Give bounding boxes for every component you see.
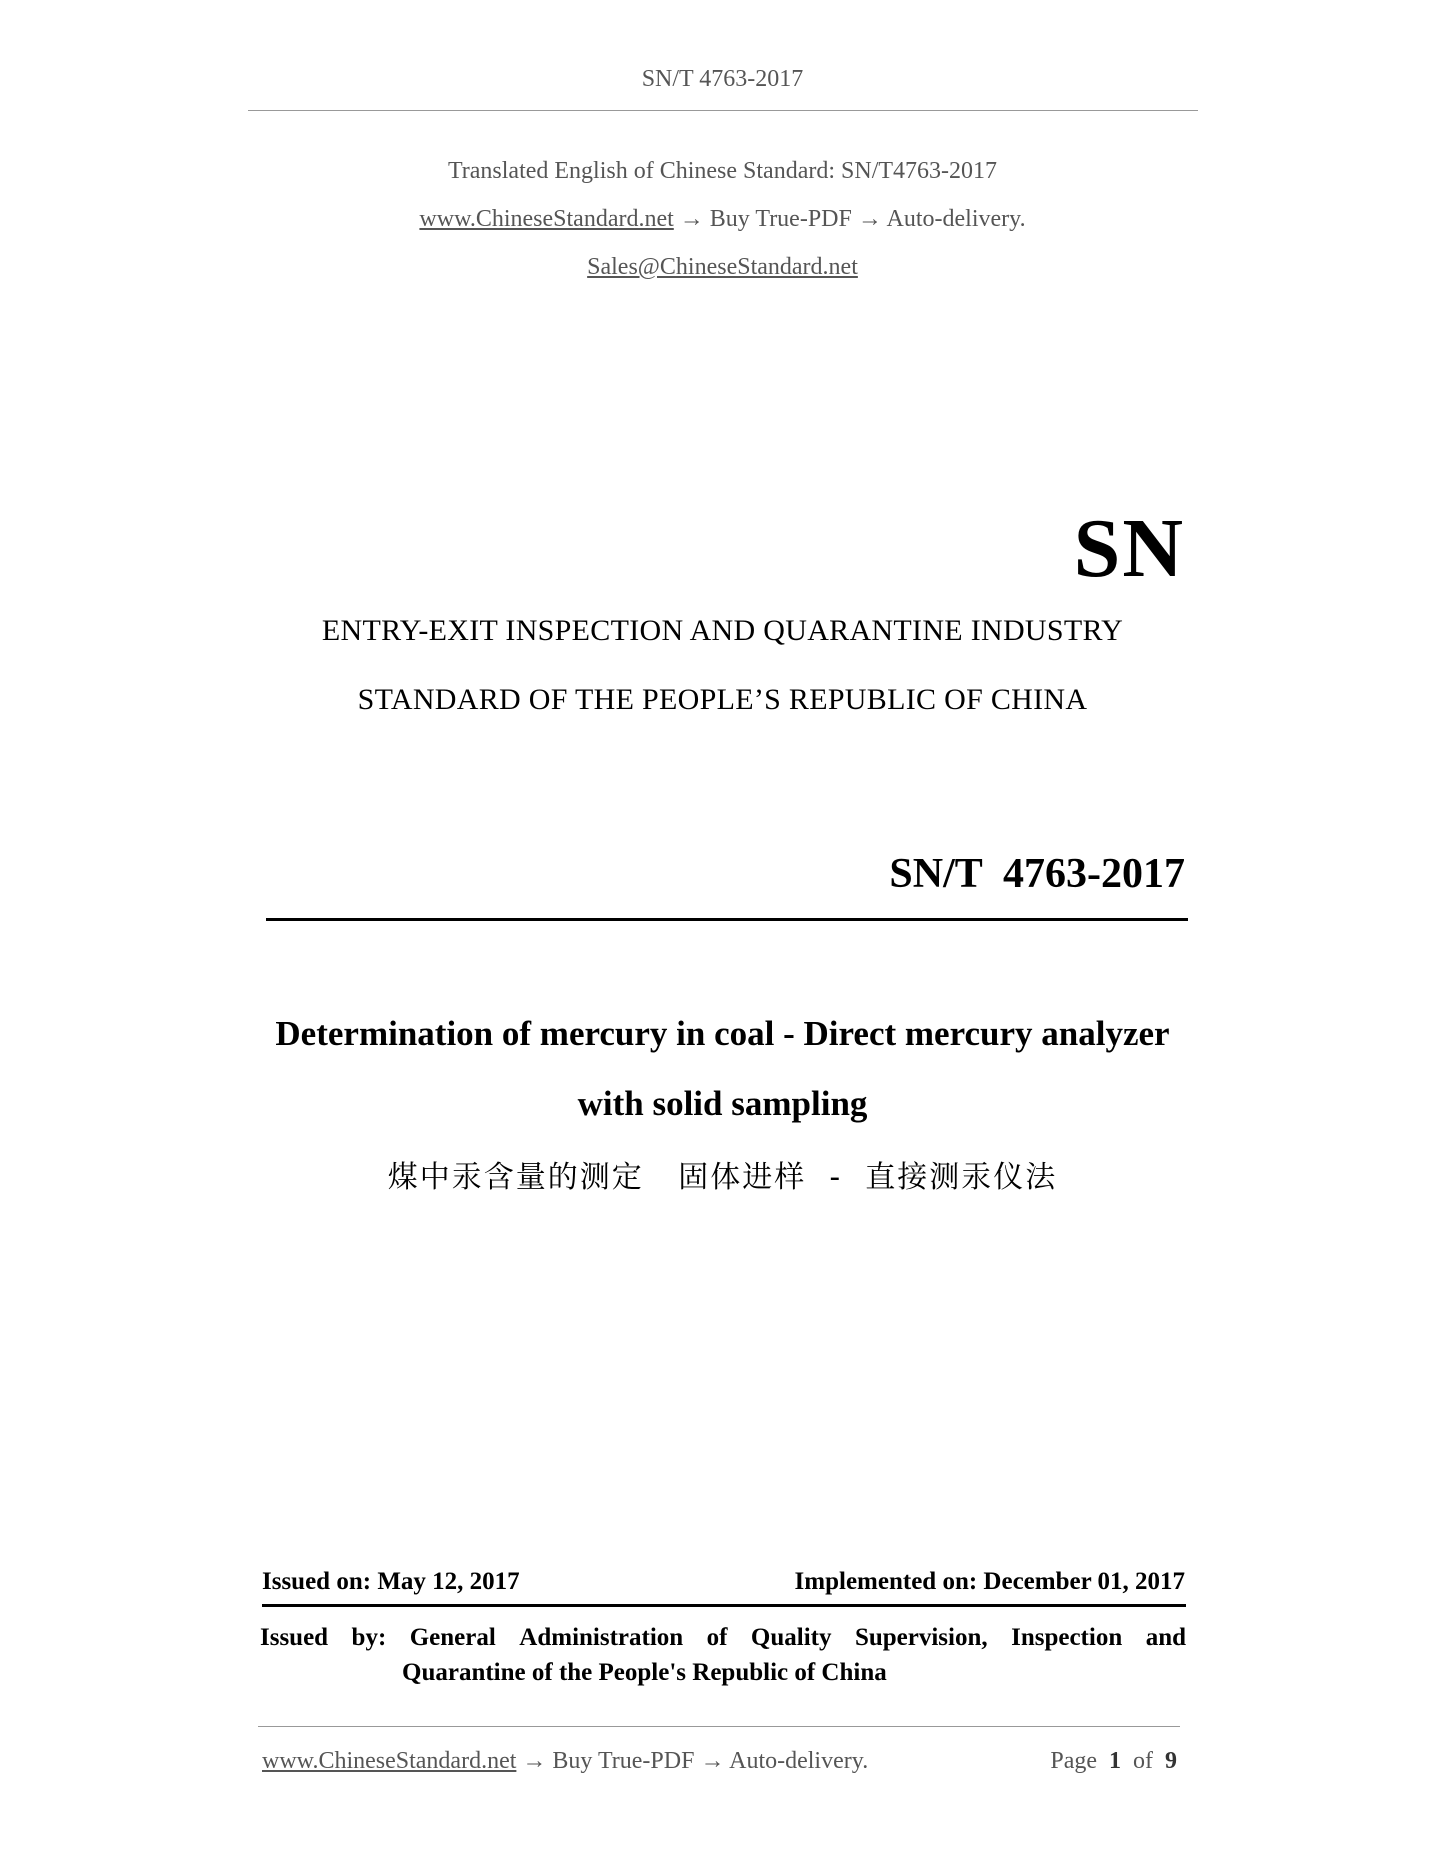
footer-buy-text: → Buy True-PDF → Auto-delivery. xyxy=(516,1748,869,1774)
header-rule xyxy=(248,110,1198,111)
document-title-line2: with solid sampling xyxy=(577,1084,868,1123)
document-title-chinese: 煤中汞含量的测定 固体进样 - 直接测汞仪法 xyxy=(387,1160,1058,1195)
issuer-word: Quality xyxy=(750,1624,832,1651)
buy-text: → Buy True-PDF → Auto-delivery. xyxy=(673,206,1026,232)
implemented-on-date: Implemented on: December 01, 2017 xyxy=(794,1568,1185,1595)
page-total: 9 xyxy=(1165,1748,1177,1774)
footer-site-link[interactable]: www.ChineseStandard.net xyxy=(262,1748,517,1774)
title-rule xyxy=(266,918,1188,921)
page-of: of xyxy=(1133,1748,1153,1774)
issued-by-label2: by: xyxy=(351,1624,387,1651)
industry-line: ENTRY-EXIT INSPECTION AND QUARANTINE INDUSTRY xyxy=(321,614,1124,647)
document-title-line1: Determination of mercury in coal - Direct mercury analyzer xyxy=(275,1014,1170,1053)
translated-standard-line: Translated English of Chinese Standard: SN/T4763-2017 xyxy=(447,158,998,184)
issuer-line2: Quarantine of the People's Republic of China xyxy=(402,1659,887,1686)
sales-email-link[interactable]: Sales@ChineseStandard.net xyxy=(587,254,858,280)
buy-line xyxy=(0,206,1445,233)
issuer-word: Administration xyxy=(519,1624,684,1651)
sn-logo: SN xyxy=(1073,502,1185,595)
issuer-word: and xyxy=(1145,1624,1186,1651)
issuer-word: of xyxy=(706,1624,728,1651)
issue-rule xyxy=(262,1604,1186,1607)
site-link[interactable]: www.ChineseStandard.net xyxy=(419,206,674,232)
issued-on-date: Issued on: May 12, 2017 xyxy=(262,1568,520,1595)
issued-by-label: Issued xyxy=(260,1624,329,1651)
issuer-word: General xyxy=(409,1624,496,1651)
running-header: SN/T 4763-2017 xyxy=(641,66,804,92)
issuer-word: Supervision, xyxy=(854,1624,988,1651)
page-label: Page xyxy=(1050,1748,1097,1774)
page-current: 1 xyxy=(1109,1748,1121,1774)
standard-number: SN/T 4763-2017 xyxy=(889,851,1185,897)
footer-rule xyxy=(258,1726,1180,1727)
page-indicator xyxy=(1050,1748,1177,1775)
footer-buy-line xyxy=(262,1748,868,1775)
sales-line xyxy=(0,254,1445,281)
issuer-block xyxy=(260,1620,1186,1690)
issuer-word: Inspection xyxy=(1011,1624,1123,1651)
issuer-line1 xyxy=(260,1620,1186,1655)
standard-line: STANDARD OF THE PEOPLE’S REPUBLIC OF CHINA xyxy=(357,683,1088,716)
